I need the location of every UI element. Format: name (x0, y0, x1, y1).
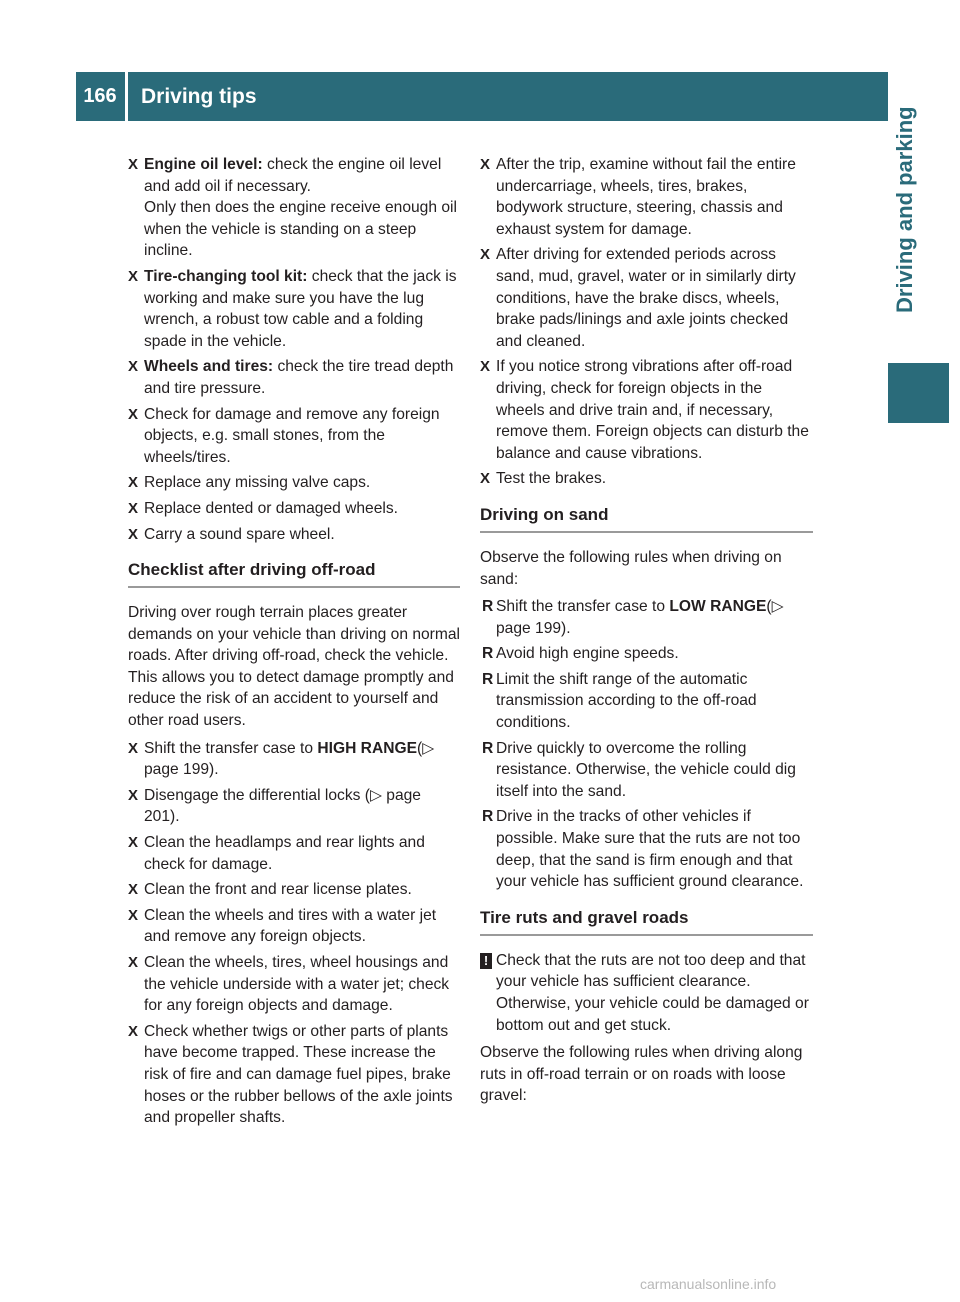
intro-paragraph: Observe the following rules when driving on sand: (480, 548, 782, 588)
list-item: X Carry a sound spare wheel. (128, 524, 460, 546)
list-item: X Clean the wheels and tires with a water jet and remove any foreign objects. (128, 906, 437, 946)
chapter-tab-marker (888, 363, 949, 423)
section-heading: Driving on sand (480, 494, 813, 533)
action-marker-icon: X (128, 881, 139, 899)
page-title: Driving tips (141, 84, 257, 108)
warning-icon: ! (480, 953, 492, 969)
left-column (128, 154, 460, 1133)
bullet-item: R Shift the transfer case to LOW RANGE(▷ page 199). (482, 598, 784, 637)
list-item: X Replace any missing valve caps. (128, 472, 460, 494)
bullet-item: R Drive in the tracks of other vehicles if possible. Make sure that the ruts are not too deep, that the sand is firm enough and that your vehicle has sufficient ground clearance. (482, 808, 804, 891)
action-marker-icon: X (128, 786, 139, 804)
list-item: X Test the brakes. (480, 468, 813, 490)
warning-note: ! Check that the ruts are not too deep and that your vehicle has sufficient clearance. Otherwise, your vehicle could be damaged or bottom out and get stuck. (480, 950, 813, 1036)
bullet-item: R Avoid high engine speeds. (480, 643, 813, 665)
action-marker-icon: X (128, 906, 139, 924)
action-marker-icon: X (128, 1022, 139, 1040)
action-marker-icon: X (480, 358, 491, 376)
action-marker-icon: X (128, 954, 139, 971)
action-marker-icon: X (480, 470, 491, 488)
action-marker-icon: X (480, 246, 491, 264)
bullet-marker-icon: R (482, 645, 494, 663)
bullet-marker-icon: R (482, 598, 494, 616)
action-marker-icon: X (128, 267, 139, 285)
bullet-item: R Drive quickly to overcome the rolling resistance. Otherwise, the vehicle could dig itself into the sand. (482, 739, 796, 800)
section-heading: Checklist after driving off-road (128, 549, 460, 588)
action-marker-icon: X (128, 499, 139, 517)
list-item: X Clean the wheels, tires, wheel housings and the vehicle underside with a water jet; check for any foreign objects and damage. (128, 954, 450, 1015)
action-marker-icon: X (128, 525, 139, 543)
bullet-marker-icon: R (482, 739, 494, 757)
watermark: carmanualsonline.info (640, 1276, 777, 1292)
bullet-marker-icon: R (482, 808, 494, 826)
right-column (480, 154, 813, 1113)
action-marker-icon: X (480, 156, 491, 173)
list-item: X After driving for extended periods across sand, mud, gravel, water or in similarly dirty conditions, have the brake discs, wheels, brake pads/linings and axle joints checked and cleaned. (480, 246, 796, 350)
list-item: X Wheels and tires: check the tire tread depth and tire pressure. (128, 358, 454, 397)
bullet-item: R Limit the shift range of the automatic transmission according to the off-road conditions. (482, 670, 757, 732)
page-number: 166 (83, 85, 117, 107)
list-item: X Tire-changing tool kit: check that the jack is working and make sure you have the lug wrench, a robust tow cable and a folding spade in the vehicle. (128, 267, 457, 350)
section-heading: Tire ruts and gravel roads (480, 897, 813, 936)
action-marker-icon: X (128, 739, 139, 757)
action-marker-icon: X (128, 156, 139, 173)
list-item: X Clean the headlamps and rear lights and check for damage. (128, 834, 425, 873)
list-item: X Clean the front and rear license plates. (128, 879, 460, 901)
action-marker-icon: X (128, 834, 139, 852)
bullet-marker-icon: R (482, 670, 494, 688)
intro-paragraph: Observe the following rules when driving along ruts in off-road terrain or on roads with loose gravel: (480, 1044, 803, 1105)
action-marker-icon: X (128, 474, 139, 492)
list-item: X If you notice strong vibrations after off-road driving, check for foreign objects in the wheels and drive train and, if necessary, remove them. Foreign objects can disturb the balance and cause vibrations. (480, 358, 809, 462)
list-item: X After the trip, examine without fail the entire undercarriage, wheels, tires, brakes, bodywork structure, steering, chassis and exhaust system for damage. (480, 156, 796, 238)
list-item: X Shift the transfer case to HIGH RANGE(▷ page 199). (128, 739, 435, 779)
list-item: X Replace dented or damaged wheels. (128, 498, 460, 520)
action-marker-icon: X (128, 358, 139, 376)
list-item: X Disengage the differential locks (▷ page 201). (128, 786, 421, 826)
list-item: X Engine oil level: check the engine oil level and add oil if necessary. Only then does the engine receive enough oil when the vehicle is standing on a steep incline. (128, 156, 457, 260)
intro-paragraph: Driving over rough terrain places greater demands on your vehicle than driving on normal roads. After driving off-road, check the vehicle. This allows you to detect damage promptly and reduce the risk of an accident to yourself and other road users. (128, 604, 460, 730)
list-item: X Check for damage and remove any foreign objects, e.g. small stones, from the wheels/tires. (128, 405, 440, 466)
list-item: X Check whether twigs or other parts of plants have become trapped. These increase the risk of fire and can damage fuel pipes, brake hoses or the rubber bellows of the axle joints and propeller shafts. (128, 1022, 453, 1127)
action-marker-icon: X (128, 405, 139, 423)
header-divider (125, 72, 128, 121)
